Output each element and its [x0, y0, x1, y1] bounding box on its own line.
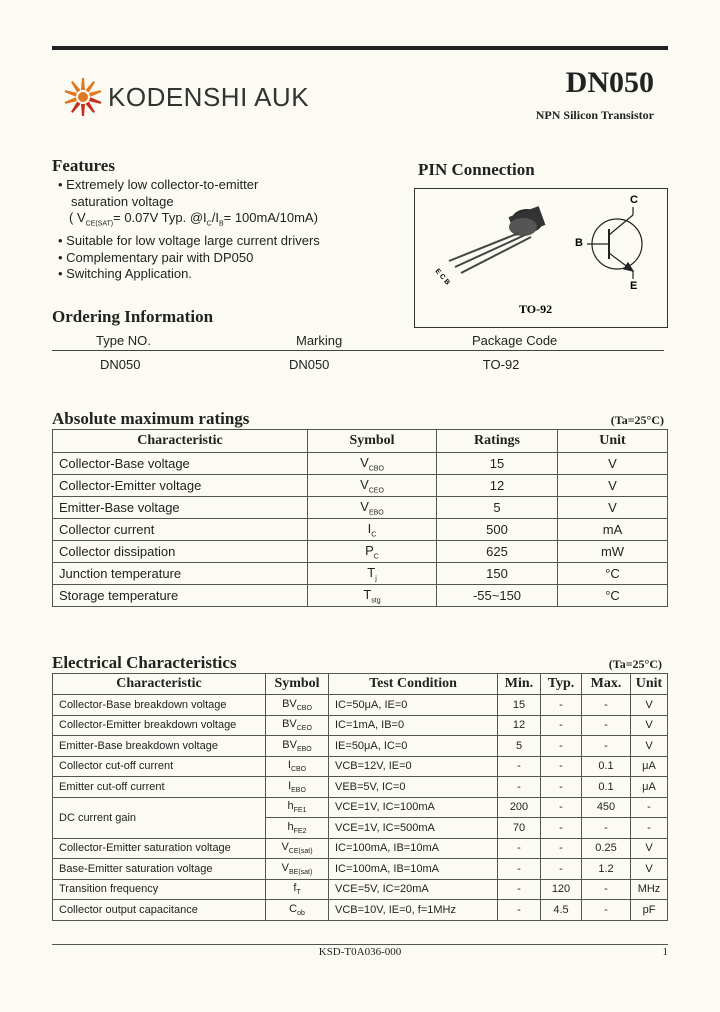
symbol-sub: EBO: [291, 786, 306, 794]
test-condition-cell: [329, 838, 498, 859]
max-cell: 1.2: [582, 859, 631, 880]
absmax-table: [52, 429, 668, 607]
unit-cell: V: [631, 715, 668, 736]
rating-cell: 500: [437, 519, 558, 541]
collector-label: C: [630, 194, 638, 206]
symbol-sub: j: [375, 575, 377, 583]
transistor-body-icon: [449, 206, 545, 273]
max-cell: -: [582, 879, 631, 900]
symbol-sub: CBO: [290, 766, 307, 774]
electrical-header-row: Characteristic Symbol Test Condition Min. Typ. Max. Unit: [53, 674, 668, 695]
characteristic-cell: Collector-Emitter saturation voltage: [53, 838, 266, 859]
symbol-main: BV: [282, 697, 297, 710]
typ-cell: -: [541, 859, 582, 880]
feature-item: • Switching Application.: [58, 266, 192, 282]
unit-cell: °C: [558, 563, 668, 585]
min-cell: 5: [498, 736, 541, 757]
symbol-sub: FE2: [293, 827, 307, 835]
ordering-heading: Ordering Information: [52, 307, 214, 326]
to92-package-diagram: [415, 189, 667, 327]
characteristic-cell: Collector-Emitter breakdown voltage: [53, 715, 266, 736]
table-row: [53, 519, 668, 541]
symbol-main: h: [287, 820, 294, 833]
feature-item: • Extremely low collector-to-emitter: [58, 177, 259, 192]
unit-cell: V: [631, 736, 668, 757]
symbol-main: C: [289, 902, 298, 915]
symbol-sub: C: [373, 553, 379, 561]
min-cell: -: [498, 756, 541, 777]
condition-text: IC=50μA, IE=0: [335, 698, 408, 711]
test-condition-cell: [329, 859, 498, 880]
table-row: [53, 838, 668, 859]
lead-labels: E C B: [433, 267, 451, 287]
symbol-cell: [308, 497, 437, 519]
symbol-main: V: [281, 861, 289, 874]
symbol-cell: [266, 838, 329, 859]
brand-name: KODENSHI AUK: [108, 82, 310, 112]
condition-text: IC=1mA, IB=0: [335, 719, 405, 732]
typ-cell: -: [541, 818, 582, 839]
table-row: [53, 475, 668, 497]
symbol-main: BV: [282, 738, 297, 751]
symbol-cell: [308, 519, 437, 541]
condition-text: VCE=1V, IC=500mA: [335, 821, 435, 834]
test-condition-cell: [329, 797, 498, 818]
symbol-cell: [266, 818, 329, 839]
symbol-sub: CBO: [368, 465, 384, 473]
unit-cell: μA: [631, 756, 668, 777]
characteristic-cell: Storage temperature: [53, 585, 308, 607]
symbol-main: BV: [282, 718, 297, 731]
test-condition-cell: [329, 715, 498, 736]
test-condition-cell: [329, 900, 498, 921]
symbol-cell: [266, 859, 329, 880]
min-cell: -: [498, 838, 541, 859]
max-cell: -: [582, 695, 631, 716]
features-heading: Features: [52, 156, 115, 175]
unit-cell: mW: [558, 541, 668, 563]
min-cell: 200: [498, 797, 541, 818]
characteristic-cell: Collector-Base voltage: [53, 453, 308, 475]
symbol-cell: [266, 900, 329, 921]
pin-diagram-box: [414, 188, 668, 328]
symbol-main: I: [288, 779, 292, 792]
rating-cell: 12: [437, 475, 558, 497]
characteristic-cell: Collector-Base breakdown voltage: [53, 695, 266, 716]
typ-cell: -: [541, 695, 582, 716]
test-condition-cell: [329, 879, 498, 900]
base-label: B: [575, 237, 583, 249]
symbol-sub: CEO: [296, 725, 312, 733]
test-condition-cell: [329, 695, 498, 716]
npn-symbol-icon: [587, 207, 642, 279]
condition-text: IC=100mA, IB=10mA: [335, 842, 439, 855]
min-cell: 12: [498, 715, 541, 736]
rating-cell: -55~150: [437, 585, 558, 607]
table-row: [53, 497, 668, 519]
ordering-table: [52, 329, 664, 375]
ordering-row: DN050 DN050 TO-92: [100, 356, 520, 372]
symbol-main: V: [360, 476, 369, 492]
symbol-main: V: [360, 498, 369, 514]
symbol-cell: [266, 797, 329, 818]
test-condition-cell: [329, 818, 498, 839]
features-list: [58, 177, 320, 283]
test-condition-cell: [329, 736, 498, 757]
symbol-sub: CE(sat): [288, 848, 313, 856]
symbol-main: V: [281, 841, 289, 854]
symbol-cell: [308, 541, 437, 563]
min-cell: 70: [498, 818, 541, 839]
characteristic-cell: Base-Emitter saturation voltage: [53, 859, 266, 880]
unit-cell: V: [558, 497, 668, 519]
symbol-main: I: [287, 759, 291, 772]
unit-cell: -: [631, 797, 668, 818]
condition-text: VEB=5V, IC=0: [335, 780, 406, 793]
characteristic-cell: Emitter-Base breakdown voltage: [53, 736, 266, 757]
max-cell: -: [582, 818, 631, 839]
package-label: TO-92: [519, 302, 553, 316]
max-cell: 0.1: [582, 756, 631, 777]
symbol-sub: T: [296, 889, 301, 897]
characteristic-cell: Collector cut-off current: [53, 756, 266, 777]
condition-text: VCE=1V, IC=100mA: [335, 801, 435, 814]
symbol-sub: EBO: [368, 509, 384, 517]
symbol-sub: EBO: [296, 745, 312, 753]
table-row: [53, 756, 668, 777]
table-row: [53, 541, 668, 563]
characteristic-cell: Collector dissipation: [53, 541, 308, 563]
characteristic-cell: Junction temperature: [53, 563, 308, 585]
symbol-cell: [308, 585, 437, 607]
table-row: [53, 777, 668, 798]
ordering-header-row: Type NO. Marking Package Code: [96, 332, 558, 348]
feature-item: saturation voltage: [71, 193, 174, 209]
test-condition-cell: [329, 756, 498, 777]
typ-cell: -: [541, 797, 582, 818]
typ-cell: 4.5: [541, 900, 582, 921]
typ-cell: -: [541, 715, 582, 736]
table-row: [53, 695, 668, 716]
symbol-main: P: [365, 542, 374, 558]
electrical-table: [52, 673, 668, 921]
characteristic-cell: Emitter cut-off current: [53, 777, 266, 798]
characteristic-cell: DC current gain: [53, 797, 266, 838]
symbol-cell: [266, 756, 329, 777]
condition-text: IC=100mA, IB=10mA: [335, 862, 439, 875]
symbol-main: T: [367, 564, 376, 580]
table-row: [53, 563, 668, 585]
feature-item: • Suitable for low voltage large current drivers: [58, 233, 320, 249]
kodenshi-logo-icon: [62, 76, 104, 118]
unit-cell: V: [631, 859, 668, 880]
unit-cell: pF: [631, 900, 668, 921]
rating-cell: 15: [437, 453, 558, 475]
part-number: DN050: [565, 66, 654, 99]
condition-text: IE=50μA, IC=0: [335, 739, 408, 752]
symbol-cell: [266, 879, 329, 900]
condition-text: VCE=5V, IC=20mA: [335, 883, 429, 896]
electrical-heading: Electrical Characteristics: [52, 653, 237, 672]
unit-cell: MHz: [631, 879, 668, 900]
symbol-cell: [266, 777, 329, 798]
max-cell: -: [582, 900, 631, 921]
characteristic-cell: Collector-Emitter voltage: [53, 475, 308, 497]
symbol-main: f: [293, 882, 297, 895]
table-row: [53, 585, 668, 607]
pin-connection-heading: PIN Connection: [418, 160, 535, 179]
unit-cell: mA: [558, 519, 668, 541]
ordering-divider: [52, 350, 664, 351]
min-cell: -: [498, 879, 541, 900]
table-row: [53, 736, 668, 757]
table-row: [53, 797, 668, 818]
table-row: [53, 715, 668, 736]
emitter-label: E: [630, 280, 638, 292]
rating-cell: 150: [437, 563, 558, 585]
symbol-cell: [266, 736, 329, 757]
characteristic-cell: Collector output capacitance: [53, 900, 266, 921]
electrical-condition: (Ta=25°C): [608, 657, 662, 671]
rating-cell: 625: [437, 541, 558, 563]
feature-item: ( $V_{CE(SAT)}= 0.07V$ Typ. $@I_C/I_B= 100mA/10mA$): [69, 210, 318, 228]
footer-rule: [52, 944, 668, 945]
unit-cell: V: [558, 453, 668, 475]
absmax-condition: (Ta=25°C): [610, 413, 664, 427]
max-cell: 450: [582, 797, 631, 818]
condition-text: VCB=12V, IE=0: [335, 760, 412, 773]
symbol-sub: C: [371, 531, 377, 539]
absmax-header-row: Characteristic Symbol Ratings Unit: [53, 430, 668, 453]
symbol-cell: [308, 453, 437, 475]
characteristic-cell: Transition frequency: [53, 879, 266, 900]
test-condition-cell: [329, 777, 498, 798]
typ-cell: -: [541, 736, 582, 757]
typ-cell: -: [541, 777, 582, 798]
min-cell: -: [498, 777, 541, 798]
unit-cell: V: [631, 695, 668, 716]
top-rule: [52, 46, 668, 50]
table-row: [53, 859, 668, 880]
max-cell: 0.1: [582, 777, 631, 798]
unit-cell: V: [631, 838, 668, 859]
min-cell: -: [498, 900, 541, 921]
table-row: [53, 879, 668, 900]
symbol-main: T: [363, 586, 372, 602]
max-cell: -: [582, 736, 631, 757]
symbol-main: I: [367, 520, 372, 536]
symbol-sub: stg: [371, 597, 381, 605]
unit-cell: °C: [558, 585, 668, 607]
symbol-sub: ob: [297, 909, 305, 917]
symbol-cell: [266, 715, 329, 736]
absmax-heading: Absolute maximum ratings: [52, 409, 250, 428]
feature-item: • Complementary pair with DP050: [58, 249, 254, 265]
symbol-sub: CBO: [296, 704, 312, 712]
characteristic-cell: Emitter-Base voltage: [53, 497, 308, 519]
typ-cell: -: [541, 838, 582, 859]
min-cell: 15: [498, 695, 541, 716]
symbol-main: h: [287, 800, 294, 813]
unit-cell: -: [631, 818, 668, 839]
symbol-main: V: [360, 454, 369, 470]
page-number: 1: [662, 946, 668, 958]
symbol-cell: [308, 563, 437, 585]
document-code: KSD-T0A036-000: [318, 946, 402, 958]
unit-cell: V: [558, 475, 668, 497]
symbol-sub: CEO: [368, 487, 384, 495]
symbol-sub: BE(sat): [289, 868, 313, 876]
min-cell: -: [498, 859, 541, 880]
symbol-cell: [308, 475, 437, 497]
typ-cell: -: [541, 756, 582, 777]
max-cell: -: [582, 715, 631, 736]
part-subtitle: NPN Silicon Transistor: [535, 108, 654, 122]
unit-cell: μA: [631, 777, 668, 798]
symbol-cell: [266, 695, 329, 716]
max-cell: 0.25: [582, 838, 631, 859]
table-row: [53, 453, 668, 475]
table-row: [53, 900, 668, 921]
symbol-sub: FE1: [293, 807, 307, 815]
typ-cell: 120: [541, 879, 582, 900]
condition-text: VCB=10V, IE=0, f=1MHz: [335, 903, 456, 916]
rating-cell: 5: [437, 497, 558, 519]
characteristic-cell: Collector current: [53, 519, 308, 541]
